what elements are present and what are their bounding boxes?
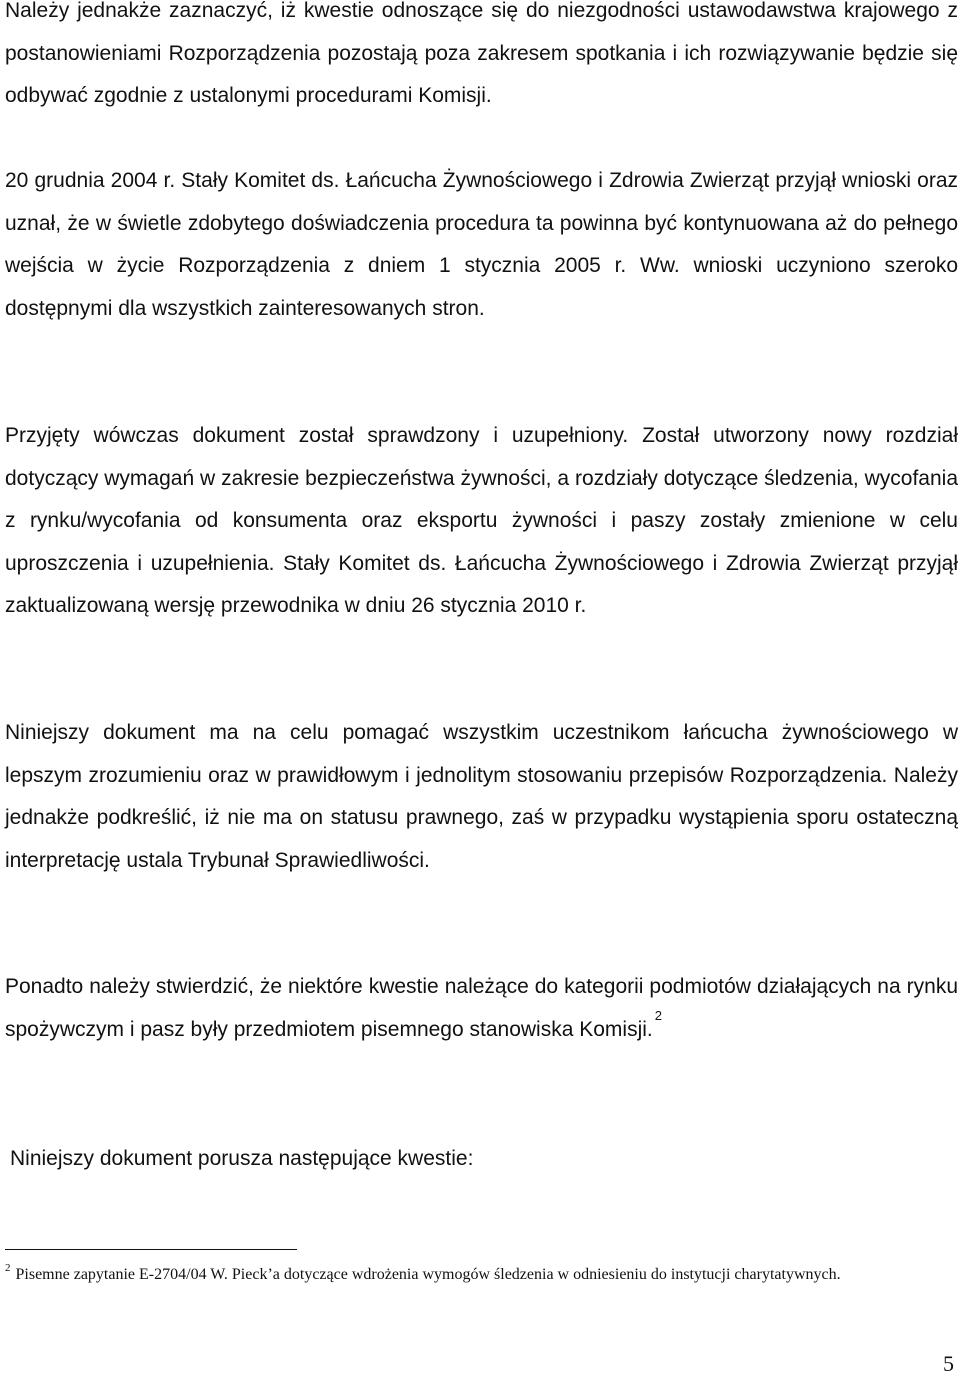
footnote-reference[interactable]: 2 bbox=[654, 1007, 662, 1023]
footnote bbox=[5, 1262, 945, 1287]
paragraph-committee-2004: 20 grudnia 2004 r. Stały Komitet ds. Łańcucha Żywnościowego i Zdrowia Zwierząt przyjął wnioski oraz uznał, że w świetle zdobytego doświadczenia procedura ta powinna być kontynuowana aż do pełnego wejścia w życie Rozporządzenia z dniem 1 stycznia 2005 r. Ww. wnioski uczyniono szeroko dostępnymi dla wszystkich zainteresowanych stron. bbox=[5, 169, 958, 320]
paragraph-document-purpose: Niniejszy dokument ma na celu pomagać wszystkim uczestnikom łańcucha żywnościowego w lepszym zrozumieniu oraz w prawidłowym i jednolitym stosowaniu przepisów Rozporządzenia. Należy jednakże podkreślić, iż nie ma on statusu prawnego, zaś w przypadku wystąpienia sporu ostateczną interpretację ustala Trybunał Sprawiedliwości. bbox=[5, 721, 958, 872]
footnote-separator bbox=[5, 1249, 297, 1250]
paragraph-document-update: Przyjęty wówczas dokument został sprawdzony i uzupełniony. Został utworzony nowy rozdział dotyczący wymagań w zakresie bezpieczeństwa żywności, a rozdziały dotyczące śledzenia, wycofania z rynku/wycofania od konsumenta oraz eksportu żywności i paszy zostały zmienione w celu uproszczenia i uzupełnienia. Stały Komitet ds. Łańcucha Żywnościowego i Zdrowia Zwierząt przyjął zaktualizowaną wersję przewodnika w dniu 26 stycznia 2010 r. bbox=[5, 424, 958, 617]
paragraph-meeting-scope: Należy jednakże zaznaczyć, iż kwestie odnoszące się do niezgodności ustawodawstwa krajowego z postanowieniami Rozporządzenia pozostają poza zakresem spotkania i ich rozwiązywanie będzie się odbywać zgodnie z ustalonymi procedurami Komisji. bbox=[5, 0, 958, 107]
paragraph-commission-position bbox=[5, 966, 958, 1051]
paragraph-issues-intro: Niniejszy dokument porusza następujące kwestie: bbox=[10, 1147, 474, 1170]
footnote-number: 2 bbox=[5, 1261, 11, 1274]
footnote-text: Pisemne zapytanie E-2704/04 W. Pieck’a dotyczące wdrożenia wymogów śledzenia w odniesieniu do instytucji charytatywnych. bbox=[15, 1266, 841, 1283]
paragraph-commission-position-text: Ponadto należy stwierdzić, że niektóre kwestie należące do kategorii podmiotów działających na rynku spożywczym i pasz były przedmiotem pisemnego stanowiska Komisji. bbox=[5, 975, 958, 1041]
page-number: 5 bbox=[943, 1351, 954, 1376]
